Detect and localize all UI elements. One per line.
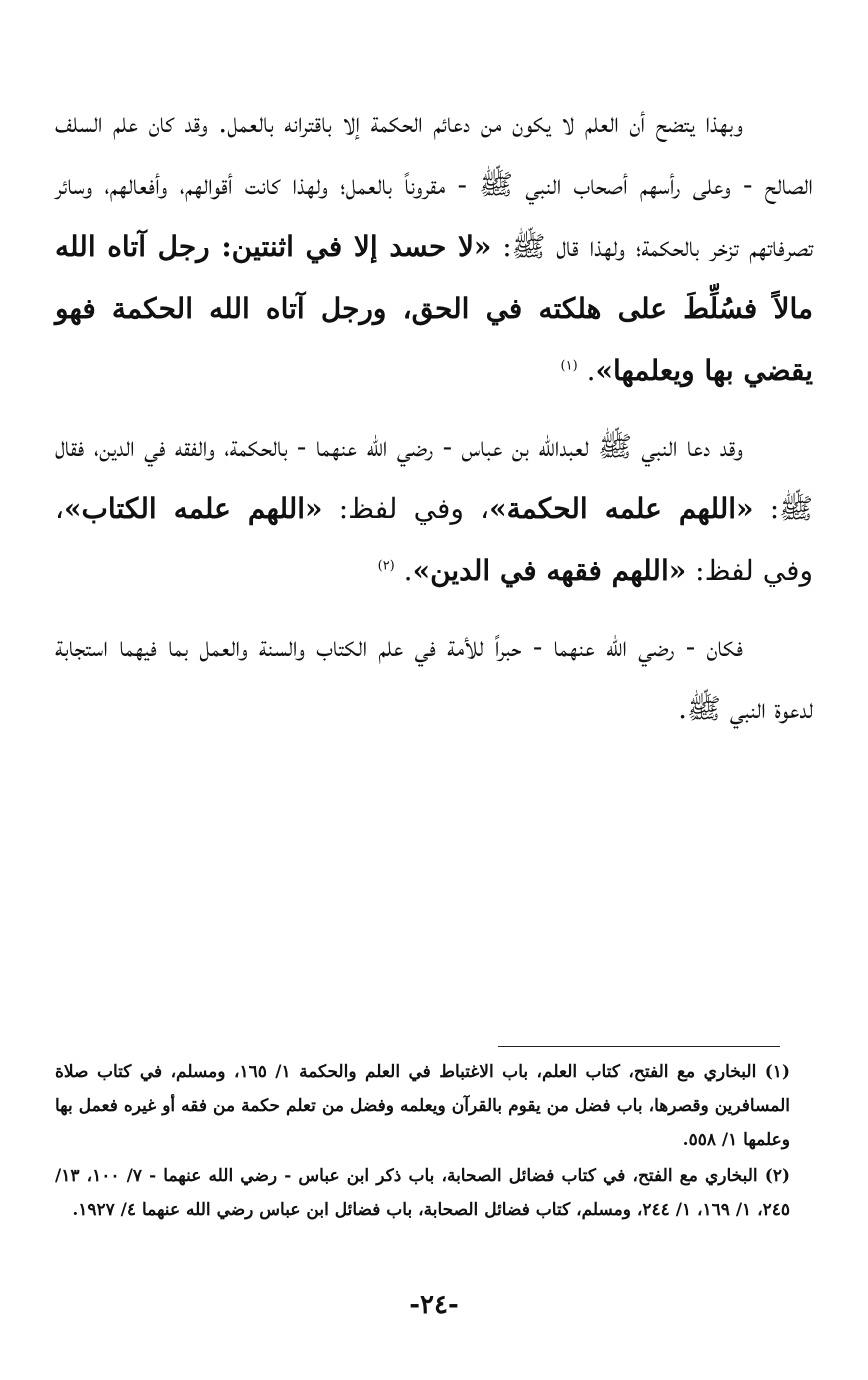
main-text	[55, 92, 813, 740]
hadith-quote: «اللهم علمه الكتاب»	[64, 492, 323, 525]
footnote-ref-1: (١)	[560, 358, 578, 374]
hadith-quote: «لا حسد إلا في اثنتين: رجل آتاه الله مالاً فسُلِّطَ على هلكته في الحق، ورجل آتاه الله الحكمة فهو يقضي بها ويعلمها»	[55, 230, 813, 387]
footnote-1: (١) البخاري مع الفتح، كتاب العلم، باب الاغتباط في العلم والحكمة ١/ ١٦٥، ومسلم، في كتاب صلاة المسافرين وقصرها، باب فضل من يقوم بالقرآن ويعلمه وفضل من تعلم حكمة من فقه أو غيره فعمل بها وعلمها ١/ ٥٥٨.	[55, 1062, 790, 1150]
footnotes	[55, 1055, 790, 1227]
paragraph-1-end: .	[586, 354, 596, 387]
paragraph-2-text: ، وفي لفظ:	[322, 492, 490, 525]
paragraph-1	[55, 92, 813, 402]
paragraph-2-end: .	[403, 554, 413, 587]
hadith-quote: «اللهم علمه الحكمة»	[489, 492, 754, 525]
paragraph-2-text: ، وفي لفظ:	[55, 492, 813, 587]
footnote-ref-2: (٢)	[377, 558, 395, 574]
paragraph-3-text: فكان - رضي الله عنهما - حبراً للأمة في علم الكتاب والسنة والعمل بما فيهما استجابة لدعوة النبي ﷺ.	[55, 630, 813, 725]
footnote-2: (٢) البخاري مع الفتح، في كتاب فضائل الصحابة، باب ذكر ابن عباس - رضي الله عنهما - ٧/ ١٠٠، ١٣/ ٢٤٥، ١/ ١٦٩، ١/ ٢٤٤، ومسلم، كتاب فضائل الصحابة، باب فضائل ابن عباس رضي الله عنهما ٤/ ١٩٢٧.	[55, 1166, 791, 1220]
paragraph-3	[55, 616, 813, 740]
page-number: -٢٤-	[409, 1290, 459, 1320]
hadith-quote: «اللهم فقهه في الدين»	[412, 554, 687, 587]
paragraph-2	[55, 416, 813, 602]
footnote-separator	[498, 1046, 780, 1047]
paragraph-2-text: وقد دعا النبي ﷺ لعبدالله بن عباس - رضي الله عنهما - بالحكمة، والفقه في الدين، فقال ﷺ:	[55, 430, 813, 525]
paragraph-1-text: وبهذا يتضح أن العلم لا يكون من دعائم الحكمة إلا باقترانه بالعمل. وقد كان علم السلف الصالح - وعلى رأسهم أصحاب النبي ﷺ - مقروناً بالعمل؛ ولهذا كانت أقوالهم، وأفعالهم، وسائر تصرفاتهم تزخر بالحكمة؛ ولهذا قال ﷺ:	[55, 106, 813, 263]
